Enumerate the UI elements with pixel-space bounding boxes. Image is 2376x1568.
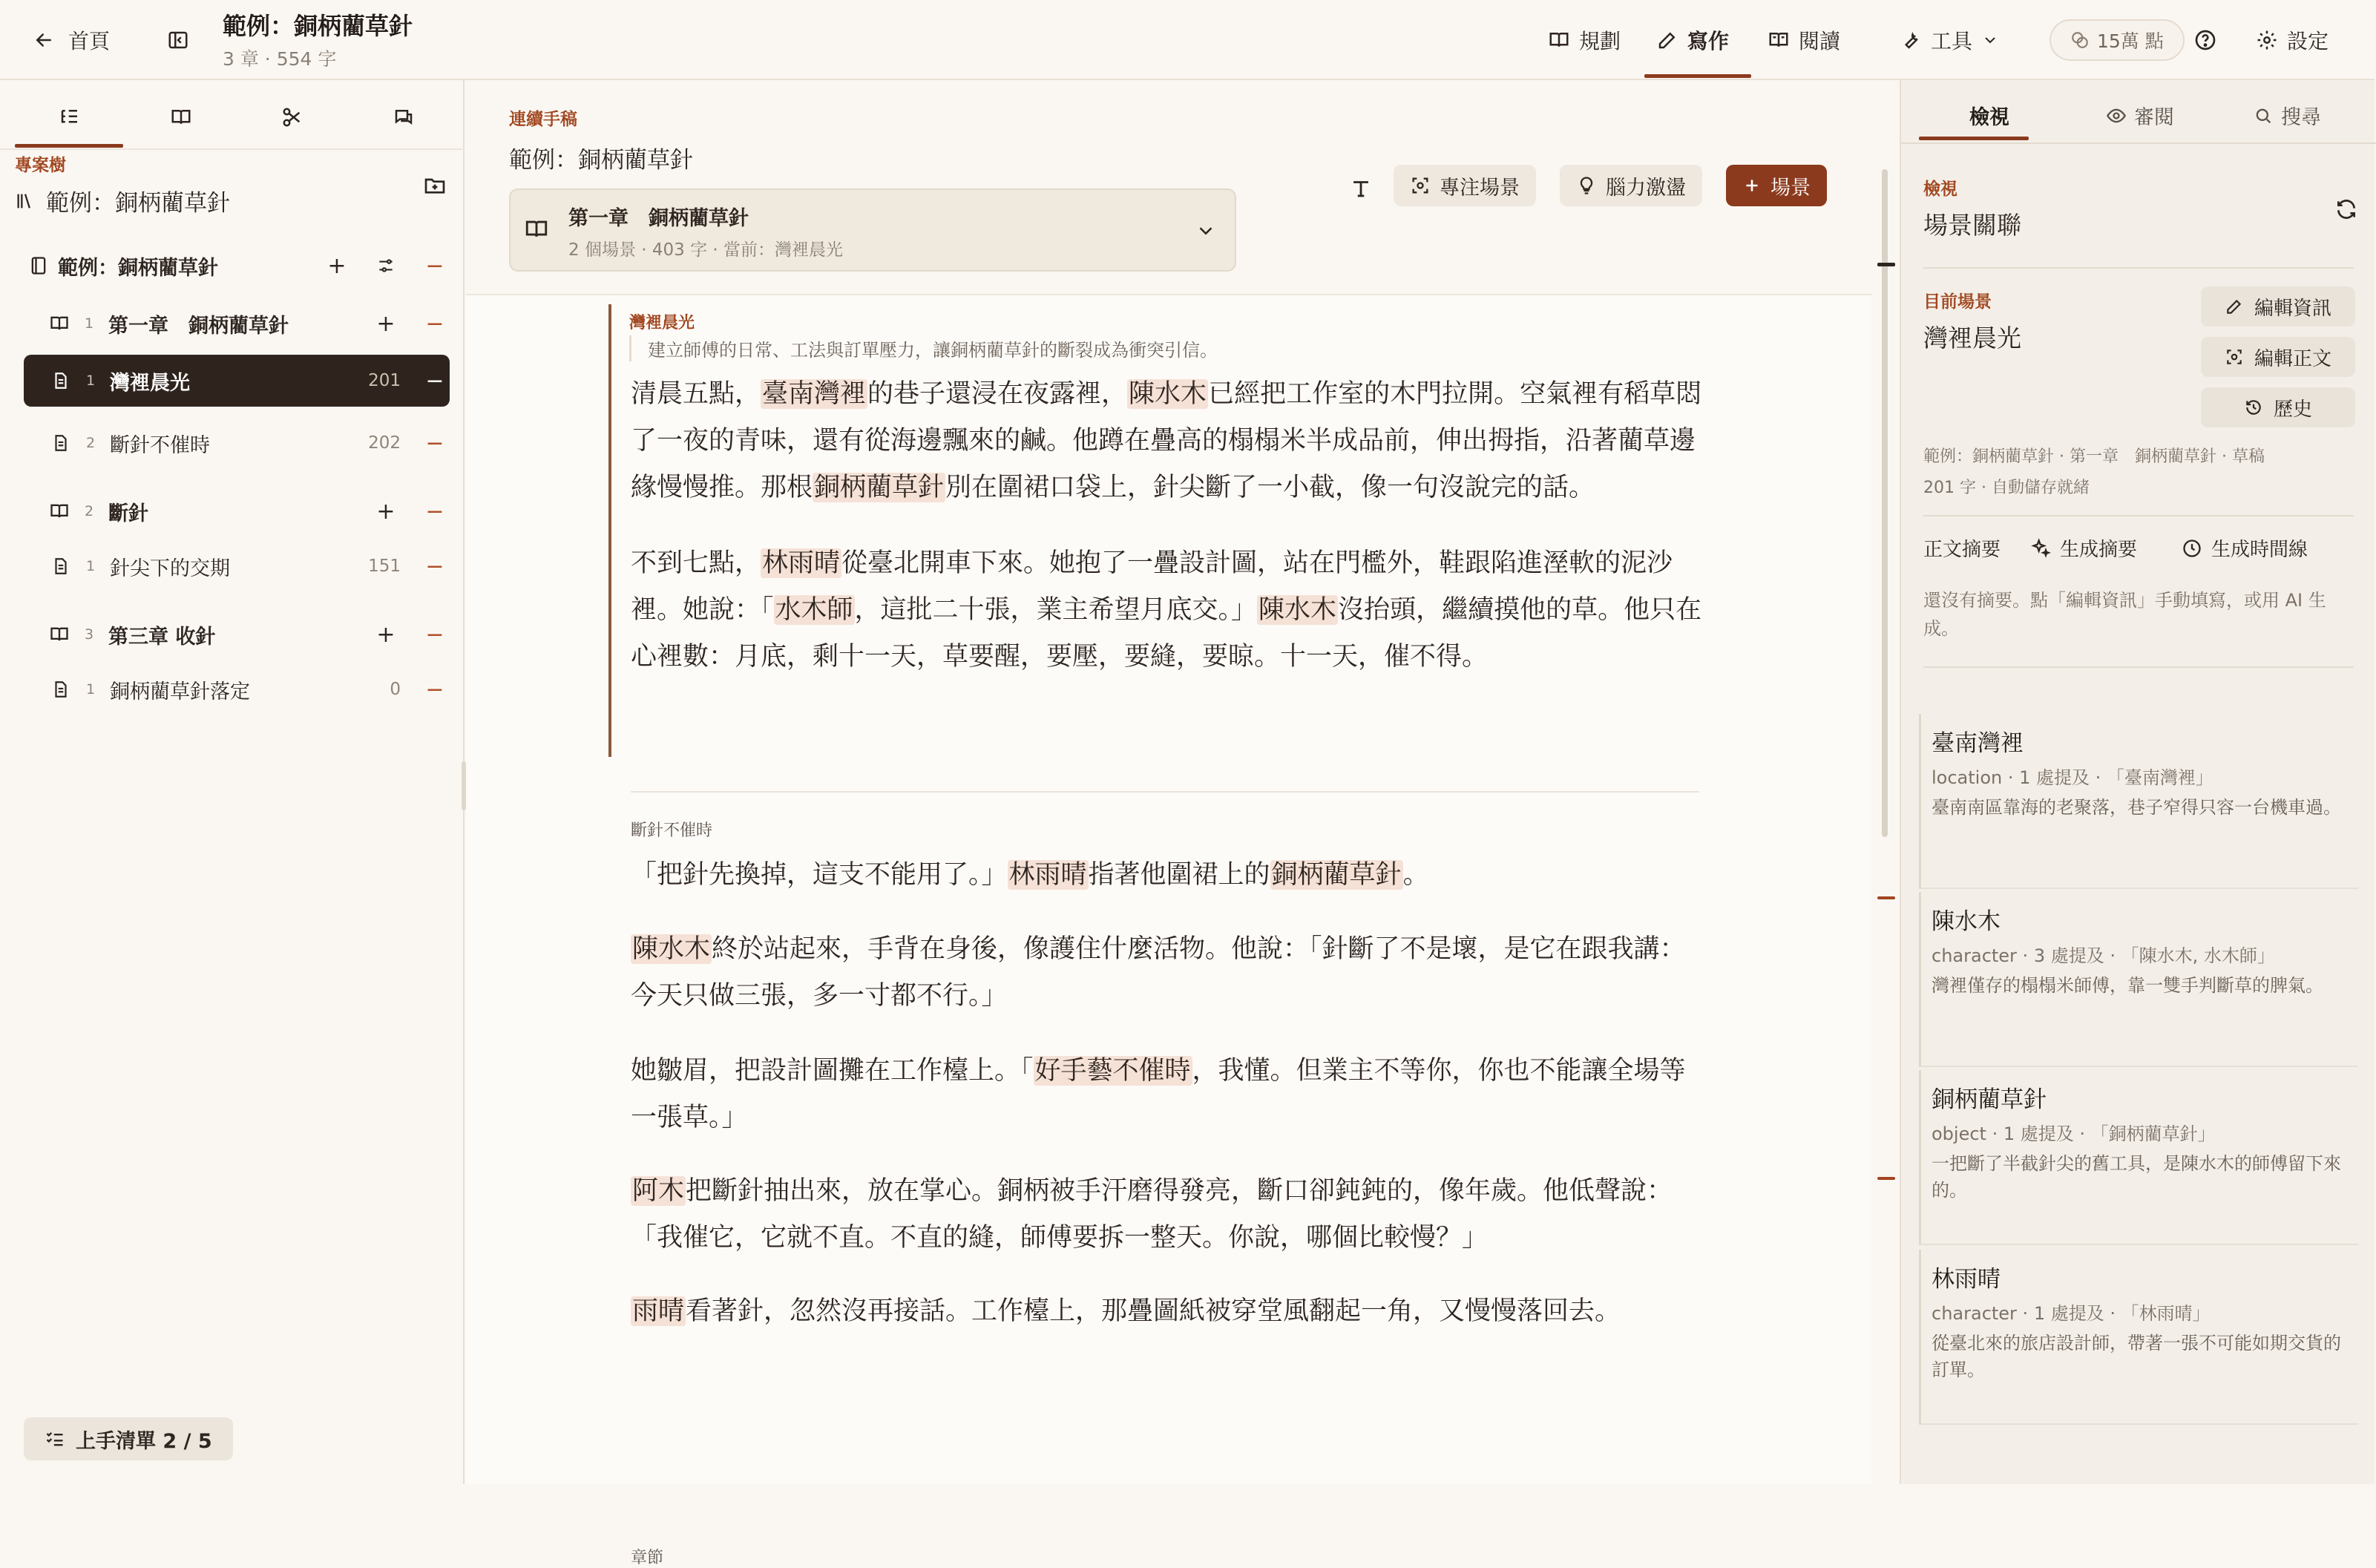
sidebar-toggle-button[interactable] (163, 25, 193, 55)
left-tabs-divider (0, 148, 465, 150)
edit-body-button[interactable] (2201, 337, 2355, 377)
tab-comments[interactable] (381, 95, 426, 140)
right-tab-active-indicator (1919, 137, 2029, 140)
manuscript-title: 範例：銅柄藺草針 (509, 147, 693, 174)
scene-marker[interactable] (1877, 896, 1895, 899)
tab-search-label: 搜尋 (2281, 106, 2321, 129)
mode-plan-label: 規劃 (1579, 29, 1621, 53)
tree-scene-remove-button[interactable]: − (425, 430, 444, 456)
mode-read-button[interactable] (1768, 22, 1840, 58)
scene-heading: 章節 (631, 1549, 664, 1567)
folder-plus-icon (423, 174, 447, 197)
summary-toolbar (1923, 534, 2352, 562)
document-title: 範例：銅柄藺草針 (223, 12, 413, 40)
tree-scene-row[interactable] (24, 540, 450, 592)
scene-summary: 建立師傅的日常、工法與訂單壓力，讓銅柄藺草針的斷裂成為衝突引信。 (629, 335, 1218, 361)
edit-body-label: 編輯正文 (2254, 347, 2331, 370)
coins-icon (2070, 30, 2090, 50)
generate-summary-button[interactable] (2030, 534, 2137, 562)
scene-paragraph[interactable]: 陳水木終於站起來，手背在身後，像護住什麼活物。他說：「針斷了不是壞，是它在跟我講：今天只做三張，多一寸都不行。」 (631, 934, 1686, 1011)
entity-mention[interactable]: 林雨晴 (1008, 860, 1087, 890)
scene-paragraph[interactable]: 清晨五點，臺南灣裡的巷子還浸在夜露裡，陳水木已經把工作室的木門拉開。空氣裡有稻草悶了一夜的青味，還有從海邊飄來的鹹。他蹲在疊高的榻榻米半成品前，伸出拇指，沿著藺草邊緣慢慢推。那根銅柄藺草針別在圍裙口袋上，針尖斷了一小截，像一句沒說完的話。 (631, 379, 1702, 502)
entity-card[interactable] (1919, 1070, 2358, 1245)
tree-chapter-number: 2 (85, 503, 94, 519)
tools-menu-button[interactable] (1900, 22, 1999, 58)
current-scene-name: 灣裡晨光 (1923, 324, 2021, 352)
scene-paragraph[interactable]: 「把針先換掉，這支不能用了。」林雨晴指著他圍裙上的銅柄藺草針。 (631, 860, 1429, 890)
tree-chapter-label: 第一章 銅柄藺草針 (108, 314, 289, 338)
back-home-label: 首頁 (68, 29, 111, 53)
file-text-icon (46, 366, 76, 396)
tree-chapter-add-button[interactable]: + (376, 310, 396, 337)
editor-header (466, 80, 1871, 295)
tab-clips[interactable] (270, 95, 315, 140)
focus-icon (1410, 175, 1431, 196)
tree-project-label: 範例：銅柄藺草針 (58, 256, 218, 280)
entity-mention[interactable]: 臺南灣裡 (762, 379, 867, 409)
entity-mention[interactable]: 陳水木 (1258, 595, 1337, 625)
chat-icon (393, 106, 415, 128)
sidebar-collapse-icon (167, 29, 189, 51)
focus-scene-button[interactable] (1394, 165, 1536, 206)
file-text-icon (46, 675, 76, 704)
book-open-icon (1768, 29, 1790, 51)
current-scene-label: 目前場景 (1923, 292, 1992, 312)
points-badge[interactable] (2050, 19, 2185, 61)
entity-card[interactable] (1919, 714, 2358, 889)
tree-chapter-row[interactable] (45, 298, 450, 350)
scene-paragraph[interactable]: 雨晴看著針，忽然沒再接話。工作檯上，那疊圖紙被穿堂風翻起一角，又慢慢落回去。 (632, 1296, 1621, 1326)
mode-active-indicator (1644, 74, 1751, 78)
file-text-icon (46, 428, 76, 458)
tree-scene-number: 1 (86, 681, 96, 698)
list-tree-icon (59, 106, 81, 128)
tree-scene-remove-button[interactable]: − (425, 676, 444, 703)
entity-mention[interactable]: 水木師 (775, 595, 853, 625)
view-section-label: 檢視 (1923, 180, 1957, 199)
entity-meta: location · 1 處提及 · 「臺南灣裡」 (1932, 767, 2213, 788)
book-icon (45, 620, 74, 649)
history-label: 歷史 (2273, 398, 2312, 421)
gear-icon (2256, 29, 2278, 51)
tree-chapter-remove-button[interactable]: − (425, 621, 444, 648)
type-icon (1348, 176, 1374, 201)
entity-mention[interactable]: 好手藝不催時 (1034, 1056, 1191, 1086)
tree-chapter-label: 第三章 收針 (108, 625, 216, 649)
tools-label: 工具 (1931, 29, 1973, 53)
back-home-button[interactable] (33, 22, 110, 58)
document-meta: 3 章 · 554 字 (223, 48, 337, 70)
tree-chapter-number: 1 (85, 315, 94, 332)
tree-chapter-add-button[interactable]: + (376, 621, 396, 648)
top-bar (0, 0, 2375, 80)
entity-name: 陳水木 (1932, 908, 2001, 935)
scene-status: 201 字 · 自動儲存就緒 (1923, 479, 2090, 497)
editor-scrollbar[interactable] (1882, 169, 1888, 837)
tree-project-add-button[interactable]: + (327, 252, 347, 279)
entity-mention[interactable]: 銅柄藺草針 (1271, 860, 1402, 890)
tree-scene-wordcount: 0 (390, 680, 401, 699)
entity-mention[interactable]: 陳水木 (632, 934, 711, 964)
history-button[interactable] (2201, 387, 2355, 427)
entity-meta: character · 3 處提及 · 「陳水木, 水木師」 (1932, 945, 2275, 966)
refresh-icon (2334, 197, 2358, 221)
wrench-icon (1900, 29, 1922, 51)
tree-scene-label: 灣裡晨光 (110, 371, 190, 395)
generate-timeline-button[interactable] (2182, 534, 2308, 562)
checklist-label: 上手清單 2 / 5 (76, 1429, 212, 1453)
tree-scene-label: 斷針不催時 (110, 433, 210, 457)
focus-scene-label: 專注場景 (1440, 176, 1520, 200)
arrow-left-icon (33, 29, 55, 51)
pencil-icon (2225, 297, 2244, 316)
tree-chapter-number: 3 (85, 626, 94, 643)
tree-chapter-label: 斷針 (108, 502, 148, 525)
history-icon (2244, 398, 2263, 417)
generate-summary-label: 生成摘要 (2060, 539, 2138, 561)
tab-review[interactable] (2106, 101, 2174, 130)
left-sidebar (0, 80, 465, 1484)
clock-icon (2182, 538, 2202, 559)
entity-name: 臺南灣裡 (1932, 730, 2024, 757)
book-icon (45, 496, 74, 526)
points-label: 15萬 點 (2097, 30, 2164, 52)
entity-mention[interactable]: 陳水木 (1129, 379, 1207, 409)
scene-paragraph[interactable]: 不到七點，林雨晴從臺北開車下來。她抱了一疊設計圖，站在門檻外，鞋跟陷進溼軟的泥沙裡。她說：「水木師，這批二十張，業主希望月底交。」陳水木沒抬頭，繼續摸他的草。他只在心裡數：月底，剩十一天，草要醒，要壓，要縫，要晾。十一天，催不得。 (631, 548, 1702, 672)
scene-paragraph[interactable]: 她皺眉，把設計圖攤在工作檯上。「好手藝不催時，我懂。但業主不等你，你也不能讓全場等一張草。」 (631, 1056, 1686, 1132)
scene-breadcrumb: 範例：銅柄藺草針 · 第一章 銅柄藺草針 · 草稿 (1923, 447, 2265, 466)
tree-scene-wordcount: 201 (368, 371, 401, 390)
chapter-selector-title: 第一章 銅柄藺草針 (568, 207, 749, 230)
tree-chapter-row[interactable] (45, 608, 450, 660)
list-checks-icon (45, 1428, 65, 1449)
entity-name: 林雨晴 (1932, 1266, 2001, 1293)
tree-scene-label: 針尖下的交期 (110, 557, 230, 580)
plus-icon (1742, 176, 1762, 195)
section-divider (1923, 666, 2354, 668)
entity-description: 灣裡僅存的榻榻米師傅，靠一雙手判斷草的脾氣。 (1932, 975, 2323, 996)
onboarding-checklist-button[interactable] (24, 1417, 233, 1460)
project-tree-label: 專案樹 (15, 156, 66, 175)
summary-label-text: 正文摘要 (1923, 539, 2001, 561)
scene-paragraph[interactable]: 阿木把斷針抽出來，放在掌心。銅柄被手汗磨得發亮，斷口卻鈍鈍的，像年歲。他低聲說：「我催它，它就不直。不直的縫，師傅要拆一整天。你說，哪個比較慢？」 (631, 1176, 1673, 1253)
map-icon (1548, 29, 1570, 51)
brainstorm-button[interactable] (1560, 165, 1702, 206)
help-button[interactable] (2189, 24, 2222, 56)
tree-project-row[interactable] (24, 240, 450, 292)
left-tab-active-indicator (15, 144, 123, 148)
book-icon (170, 106, 192, 128)
tree-scene-remove-button[interactable]: − (425, 367, 444, 394)
library-icon (15, 191, 36, 211)
section-divider (1923, 267, 2354, 269)
tree-chapter-add-button[interactable]: + (376, 498, 396, 525)
sparkles-icon (2030, 538, 2051, 559)
entity-mention[interactable]: 雨晴 (632, 1296, 685, 1326)
book-icon (45, 309, 74, 338)
notebook-icon (24, 251, 53, 281)
section-divider (1923, 515, 2354, 516)
settings-label: 設定 (2287, 29, 2329, 53)
tree-chapter-row[interactable] (45, 485, 450, 537)
book-icon (524, 217, 549, 242)
scene-heading: 灣裡晨光 (629, 313, 695, 332)
manuscript-body[interactable] (466, 297, 1871, 1567)
focus-icon (2225, 347, 2244, 367)
scene-marker[interactable] (1877, 1177, 1895, 1180)
scene-divider (631, 791, 1699, 793)
edit-info-label: 編輯資訊 (2254, 297, 2331, 320)
entity-card[interactable] (1919, 892, 2358, 1067)
tree-scene-number: 1 (86, 558, 96, 574)
manuscript-editor-pane (466, 80, 1871, 1567)
entity-name: 銅柄藺草針 (1932, 1086, 2047, 1113)
tab-search[interactable] (2253, 101, 2321, 130)
eye-icon (2106, 105, 2127, 126)
sliders-icon (376, 256, 396, 275)
tree-scene-label: 銅柄藺草針落定 (110, 680, 250, 703)
tree-scene-row-selected[interactable] (24, 355, 450, 407)
scissors-icon (281, 106, 303, 128)
project-root[interactable] (15, 184, 230, 217)
entity-description: 臺南南區靠海的老聚落，巷子窄得只容一台機車過。 (1932, 797, 2341, 818)
lightbulb-icon (1576, 175, 1597, 196)
tree-scene-number: 1 (86, 373, 96, 389)
entity-meta: object · 1 處提及 · 「銅柄藺草針」 (1932, 1123, 2216, 1144)
entity-mention[interactable]: 阿木 (632, 1176, 685, 1206)
entity-description: 一把斷了半截針尖的舊工具，是陳水木的師傅留下來的。 (1932, 1153, 2341, 1201)
tree-scene-wordcount: 151 (368, 557, 401, 576)
mode-plan-button[interactable] (1548, 22, 1621, 58)
tree-scene-number: 2 (86, 435, 96, 451)
entity-mention[interactable]: 林雨晴 (762, 548, 841, 578)
add-folder-button[interactable] (419, 169, 451, 202)
typography-button[interactable] (1345, 172, 1377, 205)
refresh-button[interactable] (2330, 193, 2363, 226)
tab-library[interactable] (159, 95, 203, 140)
tree-scene-row[interactable] (24, 663, 450, 715)
tree-chapter-remove-button[interactable]: − (425, 310, 444, 337)
chapter-selector-meta: 2 個場景 · 403 字 · 當前：灣裡晨光 (568, 240, 844, 260)
tab-review-label: 審閱 (2134, 106, 2174, 129)
file-text-icon (46, 551, 76, 581)
chapter-selector[interactable] (509, 188, 1236, 272)
tree-project-remove-button[interactable]: − (425, 252, 444, 279)
search-icon (2253, 105, 2274, 126)
chevron-down-icon (1981, 31, 1999, 49)
generate-timeline-label: 生成時間線 (2211, 539, 2308, 561)
manuscript-mode-label: 連續手稿 (509, 110, 577, 129)
tab-view-label: 檢視 (1969, 106, 2009, 129)
help-circle-icon (2193, 28, 2217, 52)
tree-scene-row[interactable] (24, 417, 450, 469)
inspector-panel (1900, 80, 2375, 1484)
right-tabs-divider (1901, 142, 2376, 144)
tree-scene-remove-button[interactable]: − (425, 553, 444, 580)
project-name: 範例：銅柄藺草針 (46, 190, 230, 217)
settings-button[interactable] (2256, 22, 2329, 58)
add-scene-button[interactable] (1726, 165, 1827, 206)
tree-project-settings-button[interactable] (371, 251, 401, 281)
add-scene-label: 場景 (1770, 176, 1811, 200)
brainstorm-label: 腦力激盪 (1606, 176, 1686, 200)
entity-description: 從臺北來的旅店設計師，帶著一張不可能如期交貨的訂單。 (1932, 1333, 2341, 1380)
scroll-position-marker[interactable] (1877, 263, 1895, 266)
edit-info-button[interactable] (2201, 286, 2355, 327)
tab-view[interactable] (1969, 101, 2009, 130)
chevron-down-icon (1195, 220, 1217, 242)
mode-write-label: 寫作 (1687, 29, 1730, 53)
scene-heading: 斷針不催時 (631, 821, 713, 840)
entity-card[interactable] (1919, 1250, 2358, 1425)
mode-write-button[interactable] (1656, 22, 1729, 58)
pencil-icon (1656, 29, 1678, 51)
entity-meta: character · 1 處提及 · 「林雨晴」 (1932, 1303, 2211, 1324)
mode-read-label: 閱讀 (1799, 29, 1841, 53)
entity-mention[interactable]: 銅柄藺草針 (814, 473, 945, 502)
summary-empty-note: 還沒有摘要。點「編輯資訊」手動填寫，或用 AI 生成。 (1923, 590, 2326, 639)
summary-label (1923, 534, 2001, 562)
tree-scene-wordcount: 202 (368, 433, 401, 453)
view-title: 場景關聯 (1923, 211, 2021, 240)
tab-outline[interactable] (47, 95, 92, 140)
tree-chapter-remove-button[interactable]: − (425, 498, 444, 525)
